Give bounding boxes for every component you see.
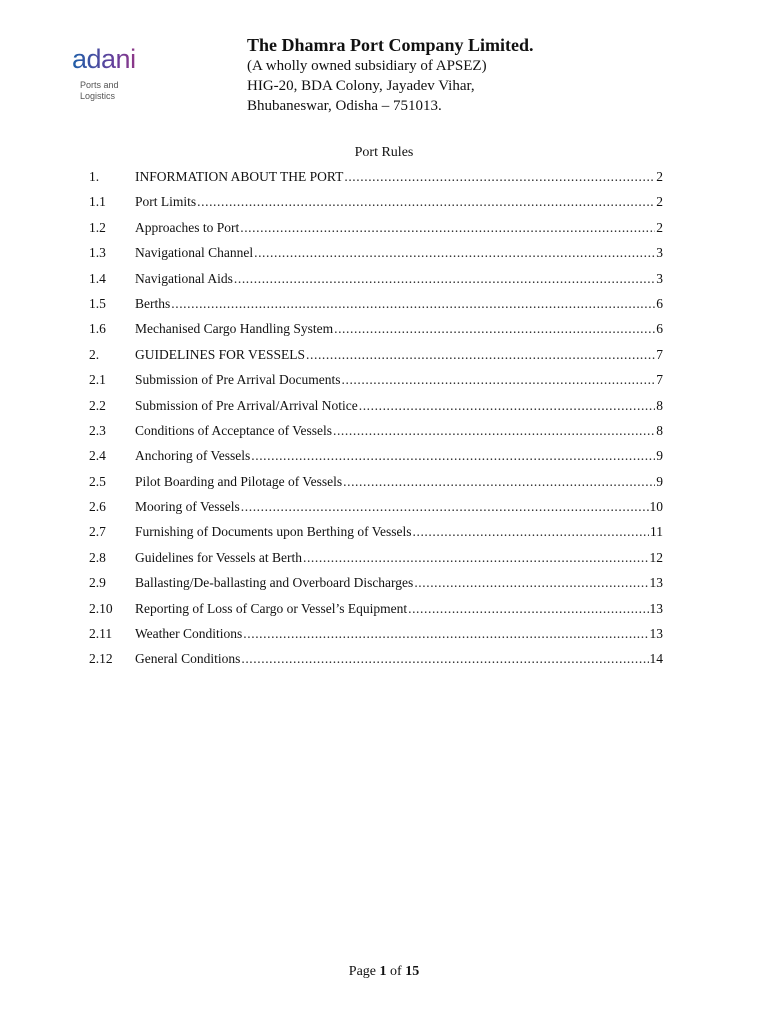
toc-entry-label: Pilot Boarding and Pilotage of Vessels <box>135 473 343 489</box>
toc-entry-number: 2.8 <box>89 549 106 565</box>
toc-entry-label: Submission of Pre Arrival/Arrival Notice <box>135 397 358 413</box>
toc-entry[interactable] <box>89 245 663 270</box>
toc-entry-page: 7 <box>656 372 663 388</box>
page-footer <box>0 964 768 980</box>
footer-of-word: of <box>390 964 402 979</box>
toc-entry-number: 2.11 <box>89 626 113 642</box>
table-of-contents <box>89 169 663 677</box>
toc-entry-page: 6 <box>656 295 663 311</box>
toc-entry-number: 2.10 <box>89 600 113 616</box>
toc-entry-number: 1.3 <box>89 245 106 261</box>
toc-entry-page: 12 <box>649 549 663 565</box>
toc-entry-label: GUIDELINES FOR VESSELS <box>135 346 306 362</box>
toc-entry-label: Mechanised Cargo Handling System <box>135 321 334 337</box>
footer-page-word: Page <box>348 964 377 979</box>
company-name: The Dhamra Port Company Limited. <box>247 35 534 55</box>
toc-entry-number: 2. <box>89 346 100 362</box>
toc-entry-leader <box>306 347 655 363</box>
toc-entry-leader <box>344 169 655 185</box>
toc-entry[interactable] <box>89 601 663 626</box>
toc-entry-number: 2.1 <box>89 372 106 388</box>
toc-entry-leader <box>359 398 656 414</box>
toc-entry[interactable] <box>89 626 663 651</box>
toc-entry-page: 2 <box>656 169 663 184</box>
toc-entry-page: 3 <box>656 245 663 261</box>
toc-entry-leader <box>333 423 655 439</box>
toc-entry-label: Approaches to Port <box>135 219 240 235</box>
logo-wordmark: adani <box>72 44 162 74</box>
toc-entry-number: 1.1 <box>89 194 106 210</box>
toc-entry-page: 10 <box>649 499 663 515</box>
toc-entry-page: 8 <box>656 397 663 413</box>
toc-entry-number: 1.6 <box>89 321 106 337</box>
toc-entry[interactable] <box>89 398 663 423</box>
company-address-line2: Bhubaneswar, Odisha – 751013. <box>247 98 442 114</box>
toc-entry-number: 2.7 <box>89 524 106 540</box>
toc-entry-number: 1.4 <box>89 270 106 286</box>
toc-entry[interactable] <box>89 271 663 296</box>
toc-entry-label: General Conditions <box>135 651 241 667</box>
toc-entry-leader <box>342 372 656 388</box>
toc-entry-page: 7 <box>656 346 663 362</box>
toc-entry-label: Navigational Channel <box>135 245 254 261</box>
toc-entry[interactable] <box>89 347 663 372</box>
toc-entry-number: 2.6 <box>89 499 106 515</box>
toc-entry-page: 9 <box>656 473 663 489</box>
adani-logo <box>72 44 162 102</box>
toc-entry-label: Navigational Aids <box>135 270 233 286</box>
toc-entry-leader <box>334 321 655 337</box>
toc-entry-label: Mooring of Vessels <box>135 499 240 515</box>
toc-entry[interactable] <box>89 321 663 346</box>
footer-current-page: 1 <box>379 964 387 979</box>
toc-entry-page: 13 <box>649 575 663 591</box>
toc-entry-label: Anchoring of Vessels <box>135 448 251 464</box>
toc-entry[interactable] <box>89 220 663 245</box>
toc-entry-number: 2.4 <box>89 448 106 464</box>
toc-entry-leader <box>234 271 655 287</box>
toc-entry-page: 13 <box>649 600 663 616</box>
toc-entry-label: Furnishing of Documents upon Berthing of Vessels <box>135 524 412 540</box>
toc-entry-number: 1.2 <box>89 219 106 235</box>
logo-subtitle <box>80 80 162 102</box>
toc-entry-leader <box>343 474 655 490</box>
toc-entry[interactable] <box>89 194 663 219</box>
toc-entry[interactable] <box>89 499 663 524</box>
toc-entry-leader <box>303 550 649 566</box>
company-header <box>247 34 534 116</box>
toc-entry[interactable] <box>89 651 663 676</box>
toc-entry-page: 3 <box>656 270 663 286</box>
toc-entry-leader <box>414 575 648 591</box>
toc-entry-page: 9 <box>656 448 663 464</box>
toc-entry-label: Ballasting/De-ballasting and Overboard Discharges <box>135 575 414 591</box>
toc-entry[interactable] <box>89 575 663 600</box>
toc-entry-page: 2 <box>656 219 663 235</box>
toc-entry-leader <box>241 499 649 515</box>
toc-entry-number: 1.5 <box>89 295 106 311</box>
footer-total-pages: 15 <box>405 964 420 979</box>
toc-entry-number: 2.3 <box>89 422 106 438</box>
toc-entry-label: Guidelines for Vessels at Berth <box>135 549 302 565</box>
company-subsidiary: (A wholly owned subsidiary of APSEZ) <box>247 58 487 74</box>
toc-entry[interactable] <box>89 423 663 448</box>
toc-entry-leader <box>197 194 655 210</box>
toc-entry[interactable] <box>89 169 663 194</box>
logo-subtitle-line1: Ports and <box>80 80 119 90</box>
logo-subtitle-line2: Logistics <box>80 91 116 101</box>
toc-entry[interactable] <box>89 474 663 499</box>
toc-entry[interactable] <box>89 524 663 549</box>
toc-entry-label: Reporting of Loss of Cargo or Vessel’s Equipment <box>135 600 408 616</box>
toc-entry-label: Conditions of Acceptance of Vessels <box>135 422 332 438</box>
toc-entry[interactable] <box>89 550 663 575</box>
toc-entry-leader <box>243 626 648 642</box>
company-address-line1: HIG-20, BDA Colony, Jayadev Vihar, <box>247 78 475 94</box>
toc-entry-leader <box>254 245 655 261</box>
toc-entry-number: 1. <box>89 169 100 184</box>
toc-entry-number: 2.9 <box>89 575 106 591</box>
toc-entry-leader <box>251 448 655 464</box>
toc-entry-label: INFORMATION ABOUT THE PORT <box>135 169 344 184</box>
toc-title: Port Rules <box>354 145 414 160</box>
toc-entry-page: 8 <box>656 422 663 438</box>
toc-entry-number: 2.12 <box>89 651 113 667</box>
toc-entry-page: 6 <box>656 321 663 337</box>
toc-entry-leader <box>240 220 655 236</box>
toc-entry-page: 2 <box>656 194 663 210</box>
toc-entry-leader <box>413 524 650 540</box>
toc-entry-number: 2.2 <box>89 397 106 413</box>
toc-entry[interactable] <box>89 296 663 321</box>
toc-entry-page: 11 <box>650 524 663 540</box>
toc-entry-page: 13 <box>649 626 663 642</box>
toc-entry-label: Berths <box>135 295 171 311</box>
toc-entry-label: Weather Conditions <box>135 626 243 642</box>
toc-entry[interactable] <box>89 448 663 473</box>
toc-entry-leader <box>408 601 648 617</box>
toc-entry-label: Submission of Pre Arrival Documents <box>135 372 341 388</box>
toc-entry-page: 14 <box>649 651 663 667</box>
toc-entry-leader <box>241 651 648 667</box>
toc-entry[interactable] <box>89 372 663 397</box>
toc-entry-leader <box>171 296 655 312</box>
toc-entry-number: 2.5 <box>89 473 106 489</box>
toc-entry-label: Port Limits <box>135 194 197 210</box>
